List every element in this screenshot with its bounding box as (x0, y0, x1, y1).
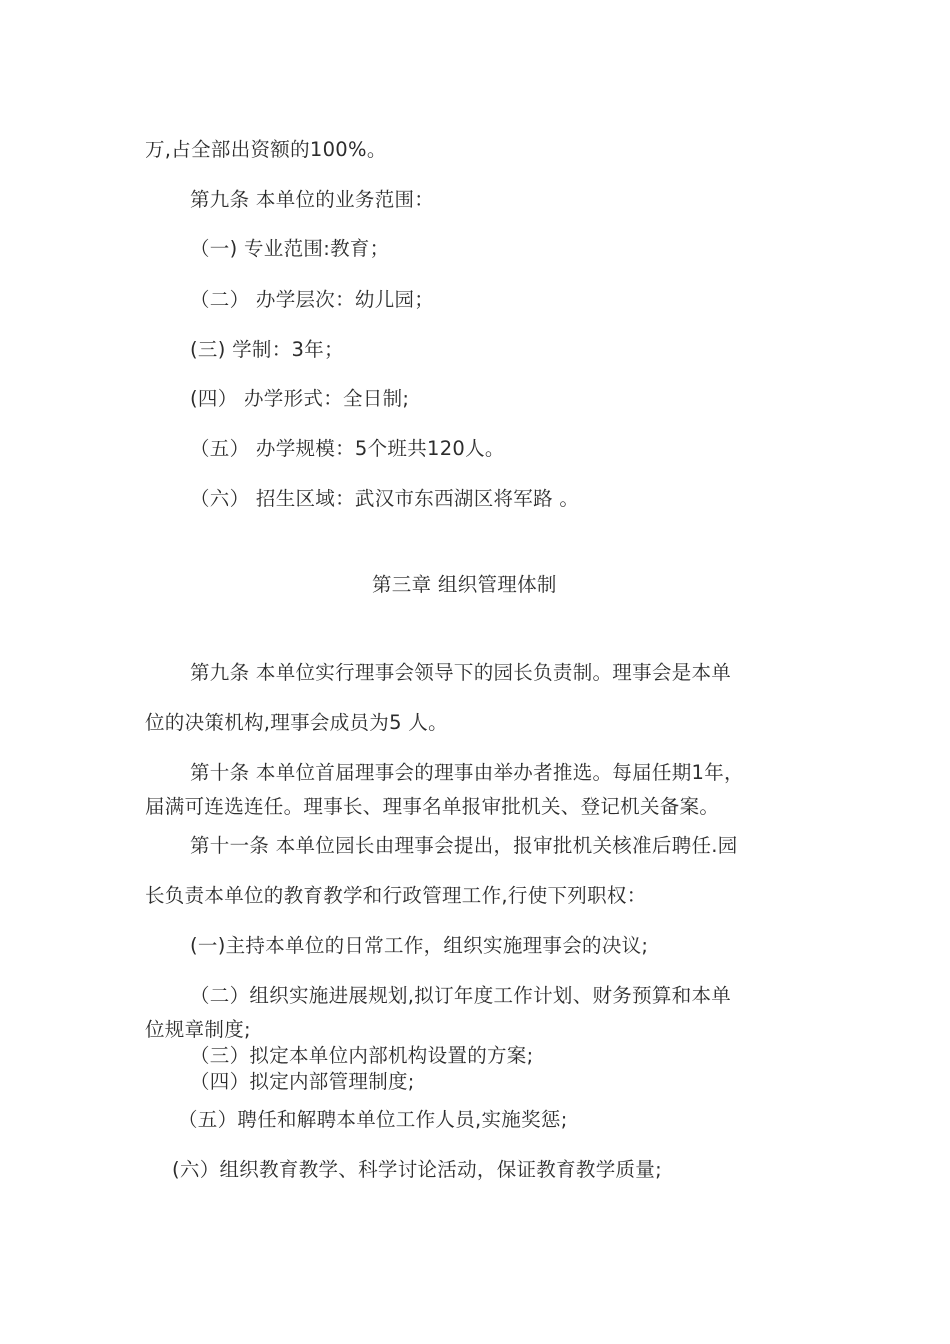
list-item: （六） 招生区域：武汉市东西湖区将军路 。 (190, 487, 580, 510)
list-item: （二） 办学层次：幼儿园； (190, 288, 435, 311)
text-line: 万,占全部出资额的100%。 (145, 138, 387, 161)
list-item: （五） 办学规模：5个班共120人。 (190, 437, 505, 460)
text-line: 长负责本单位的教育教学和行政管理工作,行使下列职权： (145, 884, 647, 907)
text-line: 第九条 本单位实行理事会领导下的园长负责制。理事会是本单 (190, 661, 732, 684)
text-line: 位的决策机构,理事会成员为5 人。 (145, 711, 448, 734)
text-line: 第十条 本单位首届理事会的理事由举办者推选。每届任期1年， (190, 761, 744, 784)
list-item: （一) 专业范围:教育； (190, 237, 390, 260)
list-item: (一)主持本单位的日常工作，组织实施理事会的决议; (190, 934, 649, 957)
article-heading: 第九条 本单位的业务范围： (190, 188, 435, 211)
list-item: （二）组织实施进展规划,拟订年度工作计划、财务预算和本单 (190, 984, 732, 1007)
list-item: (三) 学制：3年； (190, 338, 344, 361)
list-item: （四）拟定内部管理制度; (190, 1070, 415, 1093)
list-item: （三）拟定本单位内部机构设置的方案; (190, 1044, 534, 1067)
text-line: 位规章制度; (145, 1018, 251, 1041)
list-item: （五）聘任和解聘本单位工作人员,实施奖惩; (178, 1108, 568, 1131)
text-line: 第十一条 本单位园长由理事会提出，报审批机关核准后聘任.园 (190, 834, 738, 857)
chapter-title: 第三章 组织管理体制 (372, 573, 557, 596)
list-item: (六）组织教育教学、科学讨论活动，保证教育教学质量; (172, 1158, 662, 1181)
list-item: (四） 办学形式：全日制; (190, 387, 410, 410)
text-line: 届满可连选连任。理事长、理事名单报审批机关、登记机关备案。 (145, 795, 720, 818)
